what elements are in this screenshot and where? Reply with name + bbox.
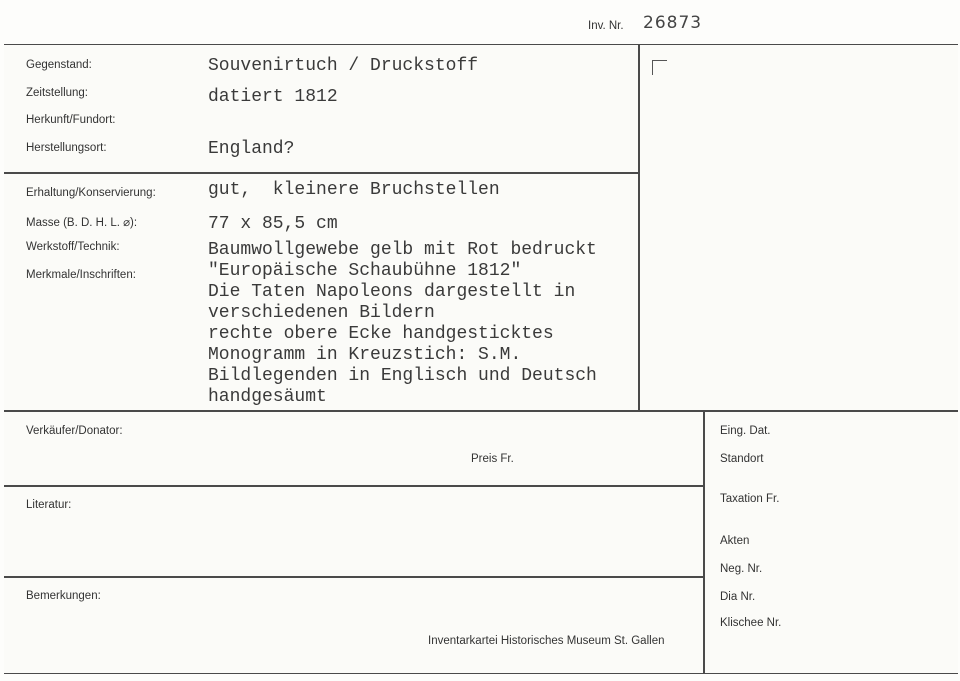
preis-label: Preis Fr. [471, 453, 514, 465]
section-rule-3 [4, 485, 704, 487]
klischee-nr-label: Klischee Nr. [720, 617, 782, 629]
description-line: Monogramm in Kreuzstich: S.M. [208, 345, 522, 365]
footer-text: Inventarkartei Historisches Museum St. Gallen [428, 635, 665, 647]
standort-label: Standort [720, 453, 764, 465]
description-line: handgesäumt [208, 387, 327, 407]
dia-nr-label: Dia Nr. [720, 591, 756, 603]
akten-label: Akten [720, 535, 750, 547]
erhaltung-value: gut, kleinere Bruchstellen [208, 180, 500, 200]
bottom-rule [4, 673, 958, 674]
section-rule-2 [4, 410, 958, 412]
masse-label: Masse (B. D. H. L. ⌀): [26, 217, 138, 229]
masse-value: 77 x 85,5 cm [208, 214, 338, 234]
vertical-rule-top [638, 44, 640, 411]
description-line: Die Taten Napoleons dargestellt in [208, 282, 576, 302]
merkmale-label: Merkmale/Inschriften: [26, 269, 136, 281]
section-rule-4 [4, 576, 704, 578]
section-rule-1 [4, 172, 638, 174]
neg-nr-label: Neg. Nr. [720, 563, 763, 575]
taxation-label: Taxation Fr. [720, 493, 780, 505]
werkstoff-label: Werkstoff/Technik: [26, 241, 120, 253]
zeitstellung-value: datiert 1812 [208, 87, 338, 107]
verkaeufer-label: Verkäufer/Donator: [26, 425, 123, 437]
inv-nr-label: Inv. Nr. [588, 20, 624, 32]
description-line: "Europäische Schaubühne 1812" [208, 261, 522, 281]
description-line: Bildlegenden in Englisch und Deutsch [208, 366, 597, 386]
vertical-rule-bottom [703, 410, 705, 674]
inv-nr-value: 26873 [643, 13, 703, 33]
zeitstellung-label: Zeitstellung: [26, 87, 89, 99]
description-block [208, 240, 597, 408]
description-line: rechte obere Ecke handgesticktes [208, 324, 554, 344]
herkunft-label: Herkunft/Fundort: [26, 114, 116, 126]
description-line: verschiedenen Bildern [208, 303, 435, 323]
herstellungsort-label: Herstellungsort: [26, 142, 107, 154]
corner-mark-icon [652, 60, 667, 75]
herstellungsort-value: England? [208, 139, 295, 159]
gegenstand-label: Gegenstand: [26, 59, 92, 71]
erhaltung-label: Erhaltung/Konservierung: [26, 187, 156, 199]
literatur-label: Literatur: [26, 499, 72, 511]
bemerkungen-label: Bemerkungen: [26, 590, 101, 602]
eing-dat-label: Eing. Dat. [720, 425, 771, 437]
top-rule [4, 44, 958, 45]
gegenstand-value: Souvenirtuch / Druckstoff [208, 56, 479, 76]
description-line: Baumwollgewebe gelb mit Rot bedruckt [208, 240, 597, 260]
